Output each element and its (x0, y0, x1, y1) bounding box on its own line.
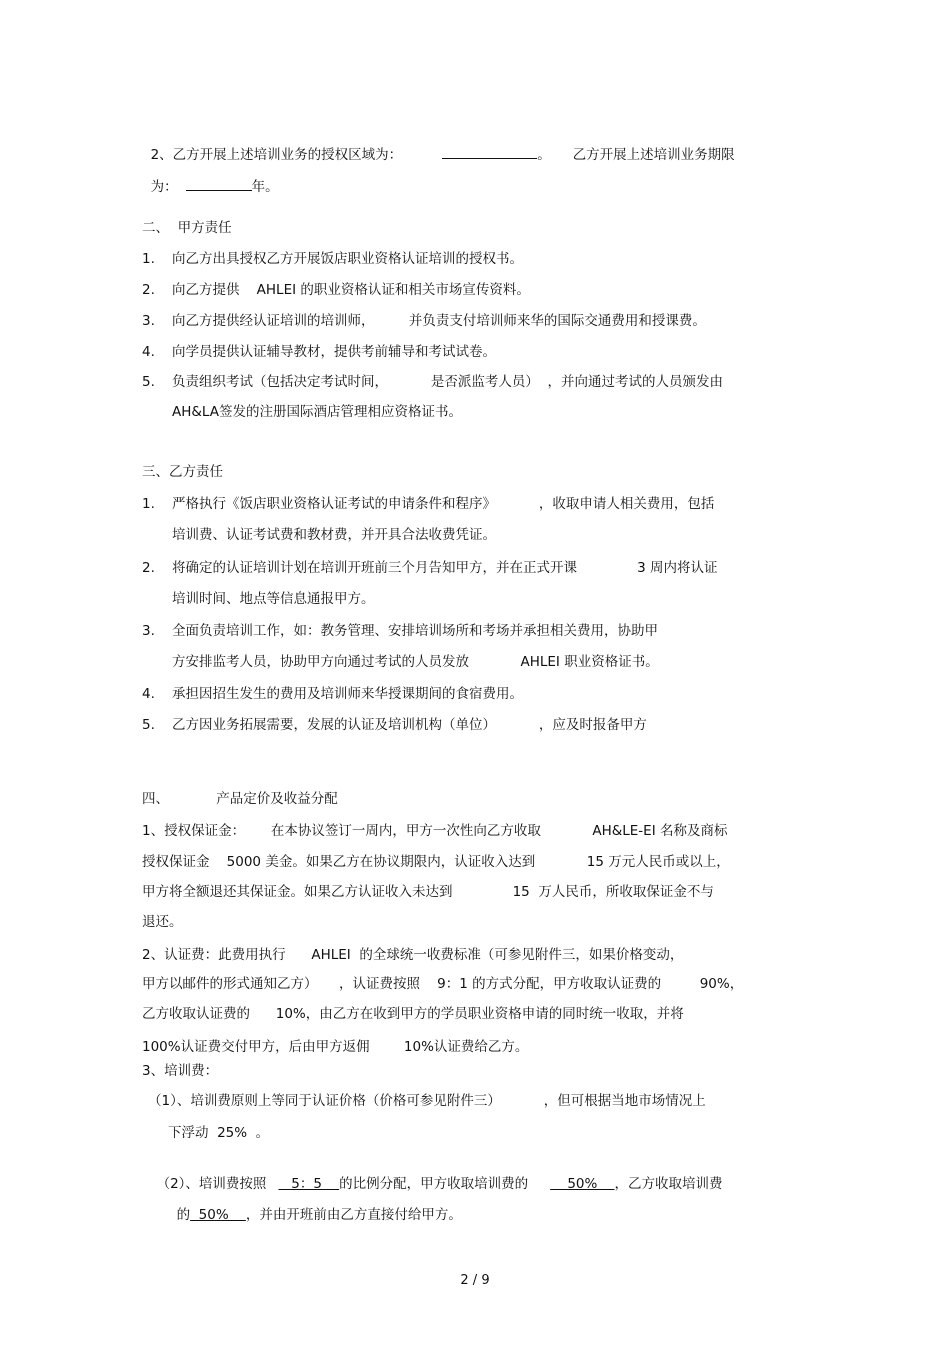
list-item-continuation: 培训时间、地点等信息通报甲方。 (172, 591, 375, 607)
ratio-value: 5：5 (278, 1176, 340, 1192)
page-number: 2 / 9 (460, 1273, 490, 1288)
list-item: 5. 负责组织考试（包括决定考试时间， 是否派监考人员） ，并向通过考试的人员颁发由 (142, 374, 723, 390)
paragraph-line: （1）、培训费原则上等同于认证价格（价格可参见附件三） ，但可根据当地市场情况上 (148, 1093, 706, 1109)
list-item: 4. 承担因招生发生的费用及培训师来华授课期间的食宿费用。 (142, 686, 523, 702)
party-a-percent: 50% (550, 1176, 615, 1192)
list-item: 1. 向乙方出具授权乙方开展饭店职业资格认证培训的授权书。 (142, 251, 523, 267)
section-3-title: 三、乙方责任 (142, 464, 223, 480)
list-item: 3. 向乙方提供经认证培训的培训师， 并负责支付培训师来华的国际交通费用和授课费。 (142, 313, 706, 329)
paragraph-line: 乙方收取认证费的 10%，由乙方在收到甲方的学员职业资格申请的同时统一收取，并将 (142, 1006, 684, 1022)
region-blank (442, 144, 537, 159)
training-fee-title: 3、培训费： (142, 1063, 219, 1079)
region-label: 2、乙方开展上述培训业务的授权区域为： (150, 147, 403, 163)
list-item-continuation: 方安排监考人员，协助甲方向通过考试的人员发放 AHLEI 职业资格证书。 (172, 654, 659, 670)
paragraph-line: 退还。 (142, 914, 183, 930)
period-prefix: 为： (150, 179, 178, 195)
period-blank (186, 176, 252, 191)
paragraph-line: 甲方将全额退还其保证金。如果乙方认证收入未达到 15 万人民币，所收取保证金不与 (142, 884, 714, 900)
paragraph-line: 授权保证金 5000 美金。如果乙方在协议期限内，认证收入达到 15 万元人民币或以上， (142, 854, 730, 870)
list-item: 5. 乙方因业务拓展需要，发展的认证及培训机构（单位） ，应及时报备甲方 (142, 717, 647, 733)
list-item: 3. 全面负责培训工作，如：教务管理、安排培训场所和考场并承担相关费用，协助甲 (142, 623, 658, 639)
list-item: 1. 严格执行《饭店职业资格认证考试的申请条件和程序》 ，收取申请人相关费用，包括 (142, 496, 715, 512)
list-item: 2. 将确定的认证培训计划在培训开班前三个月告知甲方，并在正式开课 3 周内将认证 (142, 560, 718, 576)
section-2-title: 二、 甲方责任 (142, 220, 232, 236)
section-4-title: 四、 产品定价及收益分配 (142, 791, 338, 807)
paragraph-line: 100%认证费交付甲方，后由甲方返佣 10%认证费给乙方。 (142, 1039, 529, 1055)
training-fee-split-line-2: 的 50% ，并由开班前由乙方直接付给甲方。 (176, 1207, 462, 1223)
list-item-continuation: AH&LA签发的注册国际酒店管理相应资格证书。 (172, 404, 462, 420)
paragraph-line: 1、授权保证金： 在本协议签订一周内，甲方一次性向乙方收取 AH&LE-EI 名称及商标 (142, 823, 728, 839)
list-item-continuation: 培训费、认证考试费和教材费，并开具合法收费凭证。 (172, 527, 496, 543)
paragraph-line: 下浮动 25% 。 (168, 1125, 270, 1141)
paragraph-line: 2、认证费：此费用执行 AHLEI 的全球统一收费标准（可参见附件三，如果价格变动， (142, 947, 684, 963)
period-label: 乙方开展上述培训业务期限 (572, 147, 735, 163)
paragraph-line: 甲方以邮件的形式通知乙方） ，认证费按照 9：1 的方式分配，甲方收取认证费的 90%， (142, 976, 744, 992)
period-unit: 年。 (251, 179, 279, 195)
party-b-percent: 50% (190, 1207, 246, 1223)
training-fee-split-line: （2）、培训费按照 5：5 的比例分配，甲方收取培训费的 50% ，乙方收取培训费 (156, 1176, 723, 1192)
period-line (142, 158, 279, 196)
list-item: 2. 向乙方提供 AHLEI 的职业资格认证和相关市场宣传资料。 (142, 282, 530, 298)
region-end: 。 (537, 147, 551, 163)
list-item: 4. 向学员提供认证辅导教材，提供考前辅导和考试试卷。 (142, 344, 496, 360)
